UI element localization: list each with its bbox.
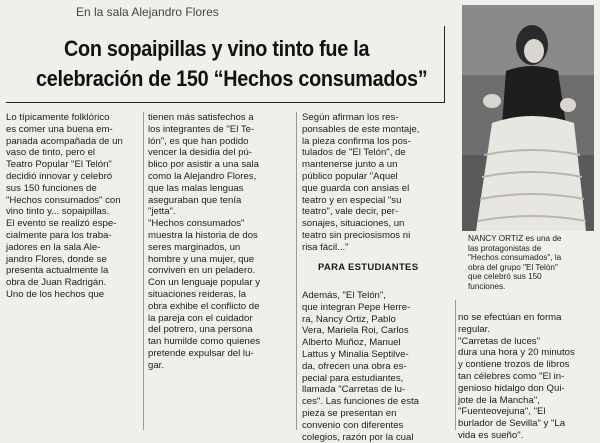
- headline-line-2: celebración de 150 “Hechos consumados”: [36, 66, 428, 91]
- column-divider: [143, 112, 144, 430]
- article-photo: [462, 5, 594, 231]
- headline-box: [6, 26, 445, 103]
- body-column-2: tienen más satisfechos a los integrantes de "El Te- lón", es que han podido vencer la desidia del pú- blico por asistir a una sala como la Alejandro Flores, que las malas lenguas aseguraban que tenía "jetta". "Hechos consumados" muestra la historia de dos seres marginados, un hombre y una mujer, que conviven en un peladero. Con un lenguaje popular y situaciones reideras, la obra exhibe el conflicto de la pareja con el cuidador del potrero, una persona tan humilde como quienes pretende expulsar del lu- gar.: [148, 112, 261, 371]
- section-heading: PARA ESTUDIANTES: [318, 262, 419, 273]
- column-divider: [296, 112, 297, 430]
- body-column-1: Lo típicamente folklórico es comer una buena em- panada acompañada de un vaso de tinto, pero el Teatro Popular "El Telón" decidió innovar y celebró sus 150 funciones de "Hechos consumados" con vino tinto y... sopaipillas. El evento se realizó espe- cialmente para los traba- jadores en la sala Ale- jandro Flores, donde se presenta actualmente la obra de Juan Radrigán. Uno de los hechos que: [6, 112, 123, 300]
- body-column-3-top: Según afirman los res- ponsables de este montaje, la pieza confirma los pos- tulados de "El Telón", de mantenerse junto a un público popular "Aquel que guarda con ansias el teatro y en especial "su teatro", vale decir, per- sonajes, situaciones, un teatro sin preciosismos ni risa fácil...": [302, 112, 420, 253]
- article-kicker: En la sala Alejandro Flores: [76, 5, 219, 19]
- photo-image: [462, 5, 594, 231]
- body-column-3-bottom: Además, "El Telón", que integran Pepe Herre- ra, Nancy Ortiz, Pablo Vera, Mariela Roi, Carlos Alberto Muñoz, Manuel Lattus y Minalia Septilve- da, ofrecen una obra es- pecial para estudiantes, llamada "Carretas de lu- ces". Las funciones de esta pieza se presentan en convenio con diferentes colegios, razón por la cual: [302, 290, 420, 443]
- column-divider: [455, 300, 456, 430]
- headline-line-1: Con sopaipillas y vino tinto fue la: [64, 36, 370, 61]
- photo-caption: NANCY ORTIZ es una de las protagonistas de "Hechos consumados", la obra del grupo "El Telón" que celebró sus 150 funciones.: [468, 234, 562, 291]
- body-column-4: no se efectúan en forma regular. "Carretas de luces" dura una hora y 20 minutos y contiene trozos de libros tan célebres como "El in- genioso hidalgo don Qui- jote de la Mancha", "Fuenteovejuna", "El burlador de Sevilla" y "La vida es sueño".: [458, 312, 575, 441]
